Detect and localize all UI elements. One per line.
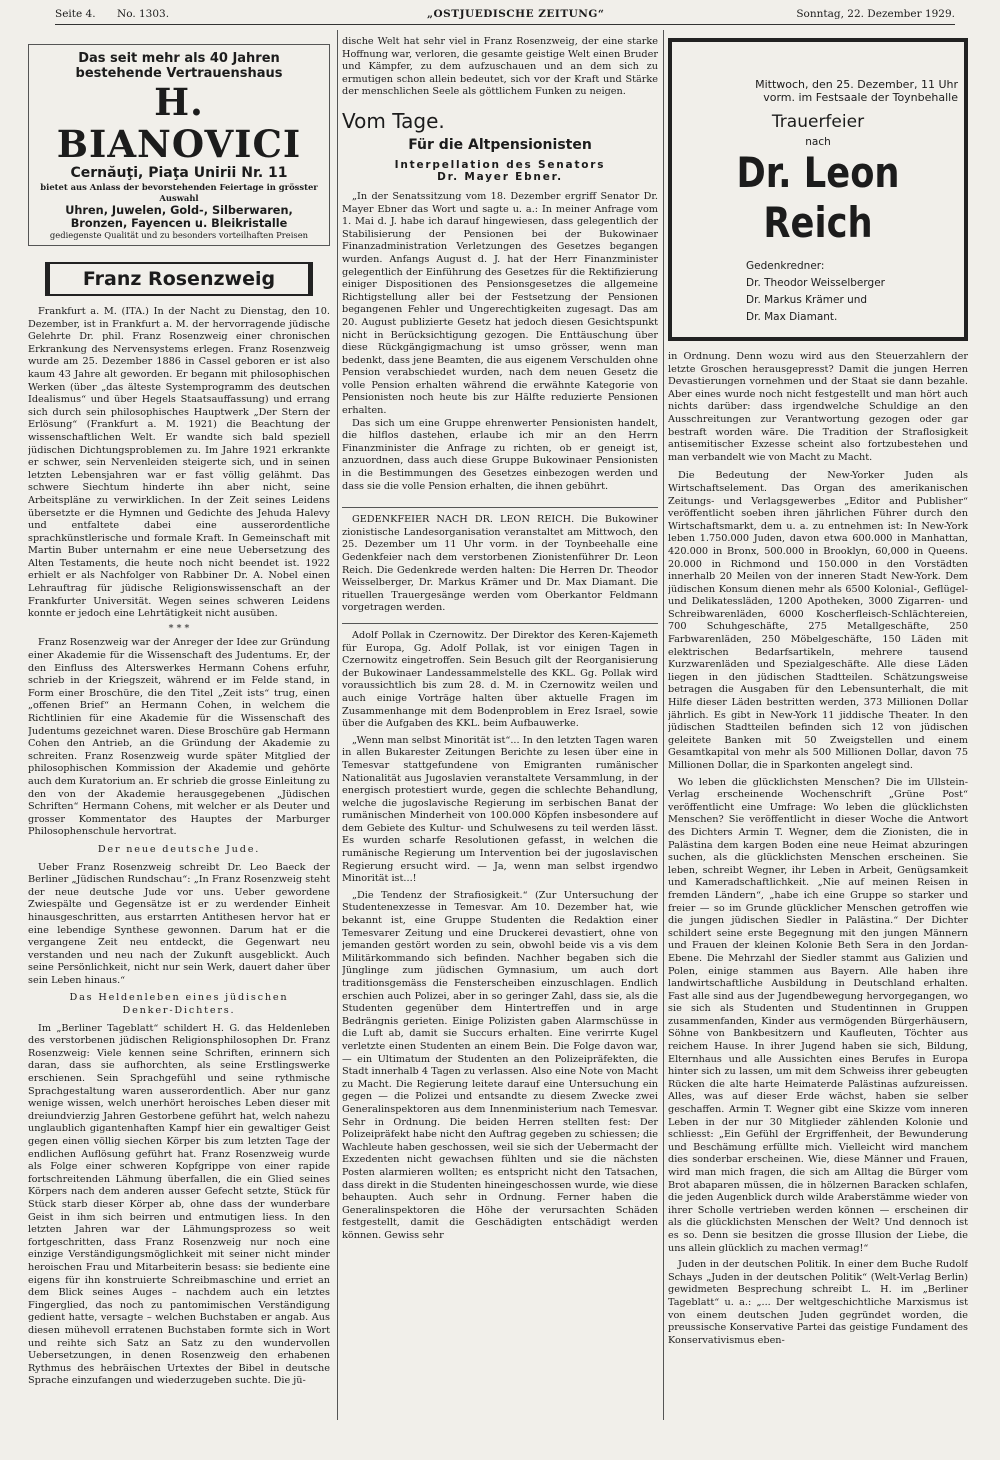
ad-address: Cernăuţi, Piaţa Unirii Nr. 11 [70,165,288,181]
ad-reich-speakers [746,258,958,326]
ad-shop-name: H. BIANOVICI [56,80,302,166]
rosenzweig-continuation [342,36,658,99]
pension-subheading-2: Dr. Mayer Ebner. [437,170,563,183]
rosenzweig-paragraph-3: Ueber Franz Rosenzweig schreibt Dr. Leo Baeck der Berliner „Jüdischen Rundschau“: „In Franz Rosenzweig steht der neue deutsche Jude vor uns. Ueber gewordene Zwiespälte und Gegensätze ist er zu werdender Einheit hinausgeschritten, aus erstarrten Antithesen hervor hat er eine lebendige Synthese gewonnen. Darum hat er die vergangene Zeit neu entdeckt, die Gegenwart neu verstanden und neu nach der Zukunft ausgeblickt. Auch seine Persönlichkeit, nicht nur sein Werk, dauert daher über sein Leben hinaus.“ [28,861,330,986]
subheading-new-jew: Der neue deutsche Jude. [97,843,261,855]
pension-article [342,191,658,493]
temesvar-paragraph: „Die Tendenz der Strafiosigkeit.“ (Zur Untersuchung der Studentenexzesse in Temesvar. Am 10. Dezember hat, wie bekannt ist, eine Gruppe Studenten die Redaktion einer Temesvarer Zeitung und eine Druckerei devastiert, ohne von jemanden gestört worden zu sein, obwohl beide vis a vis dem Militärkommando sich befinden. Nachher begaben sich die Jünglinge zum jüdischen Gymnasium, um auch dort traditionsgemäss die Fensterscheiben einzuschlagen. Endlich erschien auch Polizei, aber in so geringer Zahl, dass sie, als die Studenten gegenüber dem Hintertreffen und in arge Bedrängnis gerieten. Einige Polizisten gaben Alarmschüsse in die Luft ab, damit sie Succurs erhalten. Eine verirrte Kugel verletzte einen Studenten an einem Bein. Die Folge davon war, — ein Ultimatum der Studenten an den Polizeipräfekten, die Stadt innerhalb 4 Tagen zu verlassen. Also eine Note von Macht zu Macht. Die Regierung leitete darauf eine Untersuchung ein gegen — die Polizei und entsandte zu diesem Zwecke zwei Generalinspektoren aus dem Innenministerium nach Temesvar. Sehr in Ordnung. Die beiden Herren stellten fest: Der Polizeipräfekt habe nicht den Auftrag gegeben zu schiessen; die Wachleute haben geschossen, weil sie sich der Uebermacht der Exzedenten nicht gewachsen fühlten und sie die nächsten Posten alarmieren wollten; es entspricht nicht den Tatsachen, dass direkt in die Studenten hineingeschossen wurde, wie diese behaupten. Auch sehr in Ordnung. Ferner haben die Generalinspektoren die Höhe der verursachten Schäden festgestellt, damit die Geschädigten entschädigt werden können. Gewiss sehr [342,889,658,1241]
temesvar-continuation: in Ordnung. Denn wozu wird aus den Steuerzahlern der letzte Groschen herausgepresst? Damit die jungen Herren Devastierungen vornehmen und der Staat sie dann bezahle. Aber eines wurde noch nicht festgestellt und man hört auch nichts darüber: dass irgendwelche Schuldige an den Ausschreitungen zur Verantwortung gezogen oder gar bestraft worden wäre. Die Tradition der Straflosigkeit antisemitischer Exzesse scheint also fortzubestehen und man verbandelt wie von Macht zu Macht. [668,351,968,463]
speaker-1: Dr. Theodor Weisselberger [746,277,885,289]
rosenzweig-paragraph-1: Frankfurt a. M. (ITA.) In der Nacht zu Dienstag, den 10. Dezember, ist in Frankfurt a. M. der hervorragende jüdische Gelehrte Dr. phil. Franz Rosenzweig einer chronischen Erkrankung des Nervensystems erlegen. Franz Rosenzweig wurde am 25. Dezember 1886 in Cassel geboren er ist also kaum 43 Jahre alt geworden. Er begann mit philosophischen Werken (über „das älteste Systemprogramm des deutschen Idealismus“ und über Hegels Staatsauffassung) und errang sich durch sein philosophisches Hauptwerk „Der Stern der Erlösung“ (Frankfurt a. M. 1921) die Beachtung der wissenschaftlichen Welt. Er wandte sich bald speziell jüdischen Dichtungsproblemen zu. Im Jahre 1921 erkrankte er schwer, sein Nervenleiden steigerte sich, und in seinen letzten Lebensjahren war er fast völlig gelähmt. Das schwere Siechtum hinderte ihn aber nicht, seine Arbeitspläne zu verwirklichen. In der Zeit seines Leidens übersetzte er die Hymnen und Gedichte des Jehuda Halevy und entfaltete dabei eine ausserordentliche sprachkünstlerische und formale Kraft. In Gemeinschaft mit Martin Buber unternahm er eine neue Uebersetzung des Alten Testaments, die heute noch nicht beendet ist. 1922 erhielt er als Nachfolger von Rabbiner Dr. A. Nobel einen Lehrauftrag für jüdische Religionswissenschaft an der Frankfurter Universität. Wegen seines schweren Leidens konnte er jedoch eine Lehrtätigkeit nicht ausüben. [28,306,330,620]
subheading-heroic-life: Das Heldenleben eines jüdischen Denker-Dichters. [69,992,289,1017]
rosenzweig-article [28,306,330,1448]
newspaper-name: „OSTJUEDISCHE ZEITUNG“ [427,8,605,20]
reich-paragraph: GEDENKFEIER NACH DR. LEON REICH. Die Bukowiner zionistische Landesorganisation veranstaltet am Mittwoch, den 25. Dezember um 11 Uhr vorm. in der Toynbeehalle eine Gedenkfeier nach dem verstorbenen Zionistenführer Dr. Leon Reich. Die Gedenkrede werden halten: Die Herren Dr. Theodor Weisselberger, Dr. Markus Krämer und Dr. Max Diamant. Die rituellen Trauergesänge werden vom Oberkantor Feldmann vorgetragen werden. [342,514,658,614]
rosenzweig-paragraph-4: Im „Berliner Tageblatt“ schildert H. G. das Heldenleben des verstorbenen jüdischen Religionsphilosophen Dr. Franz Rosenzweig: Viele kennen seine Schriften, erinnern sich daran, dass sie aufhorchten, als seine Erstlingswerke erschienen. Sein Sprachgefühl und seine rythmische Sprachgestaltung waren ausserordentlich. Aber nur ganz wenige wissen, welch unerhört heroisches Leben dieser mit dreiundvierzig Jahren Gestorbene geführt hat, welch nahezu unglaublich gigantenhaften Kampf hier ein gewaltiger Geist gegen einen völlig siechen Körper bis zum letzten Tage der endlichen Auflösung geführt hat. Franz Rosenzweig wurde als Folge einer schweren Kopfgrippe von einer rapide fortschreitenden Lähmung überfallen, die ein Glied seines Körpers nach dem anderen ausser Gefecht setzte, Stück für Stück starb dieser Körper ab, ohne dass der wunderbare Geist in ihm sich beirren und entmutigen liess. In den letzten Jahren war der Lähmungsprozess so weit fortgeschritten, dass Franz Rosenzweig nur noch eine einzige Verständigungsmöglichkeit mit seiner nicht minder heroischen Frau und Mitarbeiterin besass: sie bediente eine eigens für ihn konstruierte Schreibmaschine und erriet an dem Blick seines Auges – nachdem auch ein letztes Fingerglied, das noch zu pantomimischen Verständigung gedient hatte, versagte – welchen Buchstaben er angab. Aus diesen mühevoll erratenen Buchstaben formte sich in Wort und reihte sich Satz an Satz zu den wundervollen Uebersetzungen, in denen Rosenzweig den erhabenen Rythmus des hebräischen Urtextes der Bibel in deutsche Sprache einzufangen und wiederzugeben suchte. Die jü- [28,1022,330,1387]
ad-reich-nach: nach [805,136,831,148]
newyork-paragraph: Die Bedeutung der New-Yorker Juden als Wirtschaftselement. Das Organ des amerikanischen Zeitungs- und Verlagsgewerbes „Editor and Publisher“ veröffentlicht soeben ihren jährlichen Führer durch den Wirtschaftsmarkt, dem u. a. zu entnehmen ist: In New-York leben 1.750.000 Juden, davon etwa 600.000 in Manhattan, 420.000 in Bronx, 500.000 in Brooklyn, 60,000 in Queens. 20.000 in Richmond und 150.000 in den Vorstädten innerhalb 20 Meilen von der inneren Stadt New-York. Dem jüdischen Konsum dienen mehr als 6500 Kolonial-, Geflügel- und Delikatessläden, 1200 Apotheken, 3000 Zigarren- und Schreibwarenläden, 6000 Koscherfleisch-Schlächtereien, 700 Schuhgeschäfte, 275 Metallgeschäfte, 250 Farbwarenläden, 250 Möbelgeschäfte, 150 Läden mit elektrischen Bedarfsartikeln, mehrere tausend Kurzwarenläden und Spezialgeschäfte. Alle diese Läden liegen in den jüdischen Stadtteilen. Schätzungsweise betragen die Ausgaben für den Lebensunterhalt, die mit Hilfe dieser Läden bestritten werden, 373 Millionen Dollar jährlich. Es gibt in New-York 11 jiddische Theater. In den jüdischen Stadtteilen befinden sich 12 von jüdischen geleitete Banken mit 50 Zweigstellen und einem Gesamtkapital von mehr als 500 Millionen Dollar, davon 75 Millionen Dollar, die in Sparkonten angelegt sind. [668,470,968,771]
ad-line-5: Bronzen, Fayencen u. Bleikristalle [70,217,288,230]
pension-paragraph-1: „In der Senatssitzung vom 18. Dezember ergriff Senator Dr. Mayer Ebner das Wort und sagte u. a.: In meiner Anfrage vom 1. Mai d. J. habe ich darauf hingewiesen, dass gelegentlich der Stabilisierung der Pensionen bei der Bukowinaer Finanzadministration Verletzungen des Gesetzes begangen wurden. Anfangs August d. J. hat der Herr Finanzminister gelegentlich der Einführung des Gesetzes für die Rektifizierung einiger Dispositionen des Pensionsgesetzes die allgemeine Richtigstellung aller bei der Festsetzung der Pensionen begangenen Fehler und Ungerechtigkeiten zugesagt. Das am 20. August publizierte Gesetz hat jedoch diesen Gesichtspunkt nicht in Berücksichtigung gezogen. Die Enttäuschung über diese Rückgängigmachung ist umso grösser, wenn man bedenkt, dass jene Beamten, die aus eigenem Verschulden ohne Pension verabschiedet wurden, nach dem neuen Gesetz die volle Pension erhalten während die erwähnte Kategorie von Pensionisten noch heute bis zur Hälfte reduzierte Pensionen erhalten. [342,190,658,417]
column-1 [28,44,330,1448]
ad-line-4: Uhren, Juwelen, Gold-, Silberwaren, [65,204,293,217]
column-divider-1 [337,30,338,1420]
section-stars: * * * [168,622,190,634]
ad-reich-date: Mittwoch, den 25. Dezember, 11 Uhr [755,78,958,91]
temesvar-item [342,890,658,1284]
page-number: Seite 4. [55,8,96,20]
pollak-item [342,630,658,731]
happiest-people-paragraph: Wo leben die glücklichsten Menschen? Die im Ullstein-Verlag erscheinende Wochenschrift „Grüne Post“ veröffentlicht eine Umfrage: Wo leben die glücklichsten Menschen? Sie veröffentlicht in dieser Woche die Antwort des Dichters Armin T. Wegner, dem die Zionisten, die in Palästina dem kargen Boden eine neue Heimat abzuringen suchen, als die glücklichsten Menschen erscheinen. Sie leben, schreibt Wegner, ihr Leben in Arbeit, Genügsamkeit und Kameradschaftlichkeit. „Nie auf meinen Reisen in fremden Ländern“, „habe ich eine Gruppe so starker und freier — so im Grunde glücklicher Menschen getroffen wie die jungen jüdischen Siedler in Palästina.“ Der Dichter schildert seine erste Begegnung mit den jungen Männern und Frauen der kleinen Kolonie Beth Sera in den Jordan-Ebene. Die Mehrzahl der Siedler stammt aus Galizien und Polen, einige stammen aus Bayern. Alle haben ihre landwirtschaftliche Ausbildung in Deutschland erhalten. Fast alle sind aus der Jugendbewegung hervorgegangen, wo sie sich als Studenten und Studentinnen in Gruppen zusammenfanden, Kinder aus vermögenden Bürgerhäusern, Söhne von Bankbesitzern und Kaufleuten, Töchter aus reichem Hause. In ihrer Jugend haben sie sich, Bildung, Elternhaus und alle Aussichten eines Berufes in Europa hinter sich zu lassen, um mit dem Schweiss ihrer gebeugten Rücken die alte harte Heimaterde Palästinas aufzureissen. Alles, was auf dieser Erde wächst, haben sie selber geschaffen. Armin T. Wegner gibt eine Skizze vom inneren Leben in der nur 30 Mitglieder zählenden Kolonie und schliesst: „Ein Gefühl der Ergriffenheit, der Bewunderung und Beschämung erfüllte mich. Vielleicht wird manchem dies sonderbar erscheinen. Wie, diese Männer und Frauen, wird man mich fragen, die sich am Alltag die Bürger vom Brot abaparen müssen, die in hölzernen Baracken schlafen, die jeden Augenblick durch wilde Araberstämme wieder von ihrer Scholle vertrieben werden können — erscheinen dir als die glücklichsten Menschen der Welt? Und dennoch ist es so. Denn sie besitzen die grosse Illusion der Liebe, die uns allein glücklich zu machen vermag!“ [668,776,968,1254]
ad-line-1: Das seit mehr als 40 Jahren [78,51,280,66]
column-3 [668,38,968,1451]
ad-reich-name: Dr. Leon Reich [736,148,900,247]
jews-politics-paragraph: Juden in der deutschen Politik. In einer dem Buche Rudolf Schays „Juden in der deutschen Politik“ (Welt-Verlag Berlin) gewidmeten Besprechung schreibt L. H. im „Berliner Tageblatt“ u. a.: „... Der weltgeschichtliche Marxismus ist von einem deutschen Juden gegründet worden, die preussische Konservative Partei das geistige Fundament des Konservativismus eben- [668,1259,968,1346]
pension-headline: Für die Altpensionisten [408,136,592,153]
divider-1 [342,507,658,508]
ad-line-3: bietet aus Anlass der bevorstehenden Feiertage in grösster Auswahl [40,182,318,203]
issue-date: Sonntag, 22. Dezember 1929. [796,8,955,20]
minority-paragraph: „Wenn man selbst Minorität ist“... In den letzten Tagen waren in allen Bukarester Zeitungen Berichte zu lesen über eine in Temesvar stattgefundene von Emigranten rumänischer Nationalität aus Jugoslavien veranstaltete Versammlung, in der energisch protestiert wurde, gegen die schlechte Behandlung, welche die jugoslavische Regierung im serbischen Banat der rumänischen Minderheit von 100.000 Köpfen insbesondere auf dem Gebiete des Kultur- und Schulwesens zu teil werden lässt. Es wurden scharfe Resolutionen gefasst, in welchen die rumänische Regierung um Intervention bei der jugoslavischen Regierung ersucht wird. — Ja, wenn man selbst irgendwo Minorität ist...! [342,734,658,885]
page-header [55,8,955,22]
column-3-text [668,351,968,1451]
pension-subheading-1: Interpellation des Senators [394,158,606,171]
speaker-2: Dr. Markus Krämer und [746,294,868,306]
ad-reich-title: Trauerfeier [771,112,865,132]
speakers-label: Gedenkredner: [746,260,825,272]
ad-bianovici [28,44,330,246]
rosenzweig-paragraph-2: Franz Rosenzweig war der Anreger der Idee zur Gründung einer Akademie für die Wissenschaft des Judentums. Er, der den Einfluss des Alterswerkes Hermann Cohens erfuhr, schrieb in der Kriegszeit, während er im Felde stand, in Form einer Broschüre, die den Titel „Zeit ists“ trug, einen „offenen Brief“ an Hermann Cohen, in welchem die Richtlinien für eine Akademie für die Wissenschaft des Judentums gezeichnet waren. Diese Broschüre gab Hermann Cohen den Antrieb, an die Gründung der Akademie zu schreiten. Franz Rosenzweig wurde später Mitglied der philosophischen Kommission der Akademie und gehörte auch dem Kuratorium an. Er schrieb die grosse Einleitung zu den von der Akademie herausgegebenen „Jüdischen Schriften“ Hermann Cohens, mit welcher er als Deuter und grosser Kommentator des Hauptes der Marburger Philosophenschule hervortrat. [28,637,330,838]
pension-paragraph-2: Das sich um eine Gruppe ehrenwerter Pensionisten handelt, die hilflos dastehen, erlaube ich mir an den Herrn Finanzminister die Anfrage zu richten, ob er geneigt ist, anzuordnen, dass auch diese Gruppe Bukowinaer Pensionisten in die Bestimmungen des Gesetzes einbezogen werden und dass sie die volle Pension erhalten, die ihnen gebührt. [342,417,658,492]
reich-gedenkfeier [342,514,658,615]
ad-line-2: bestehende Vertrauenshaus [75,66,283,81]
header-rule [55,24,955,25]
ad-reich-trauerfeier [668,38,968,341]
column-divider-2 [663,30,664,1420]
continuation-text: dische Welt hat sehr viel in Franz Rosenzweig, der eine starke Hoffnung war, verloren, die gesamte geistige Welt einen Bruder und Kämpfer, zu dem aufzuschauen und an dem sich zu ermutigen schon allein bedeutet, sich vor der Kraft und Stärke der menschlichen Seele als göttlichem Funken zu neigen. [342,36,658,98]
ad-line-6: gediegenste Qualität und zu besonders vorteilhaften Preisen [49,230,309,240]
issue-number: No. 1303. [117,8,170,20]
rosenzweig-title: Franz Rosenzweig [45,262,313,296]
column-2 [342,36,658,1284]
pollak-paragraph: Adolf Pollak in Czernowitz. Der Direktor des Keren-Kajemeth für Europa, Gg. Adolf Pollak, ist vor einigen Tagen in Czernowitz eingetroffen. Sein Besuch gilt der Reorganisierung der Bukowinaer Landessammelstelle des KKL. Gg. Pollak wird voraussichtlich bis zum 28. d. M. in Czernowitz weilen und auch einige Vorträge halten über aktuelle Fragen im Zusammenhange mit dem Bodenproblem in Erez Israel, sowie über die Aufgaben des KKL. beim Aufbauwerke. [342,629,658,730]
ad-reich-venue: vorm. im Festsaale der Toynbehalle [763,91,958,104]
section-vom-tage: Vom Tage. [342,108,445,133]
minority-item [342,735,658,886]
divider-2 [342,623,658,624]
speaker-3: Dr. Max Diamant. [746,311,838,323]
